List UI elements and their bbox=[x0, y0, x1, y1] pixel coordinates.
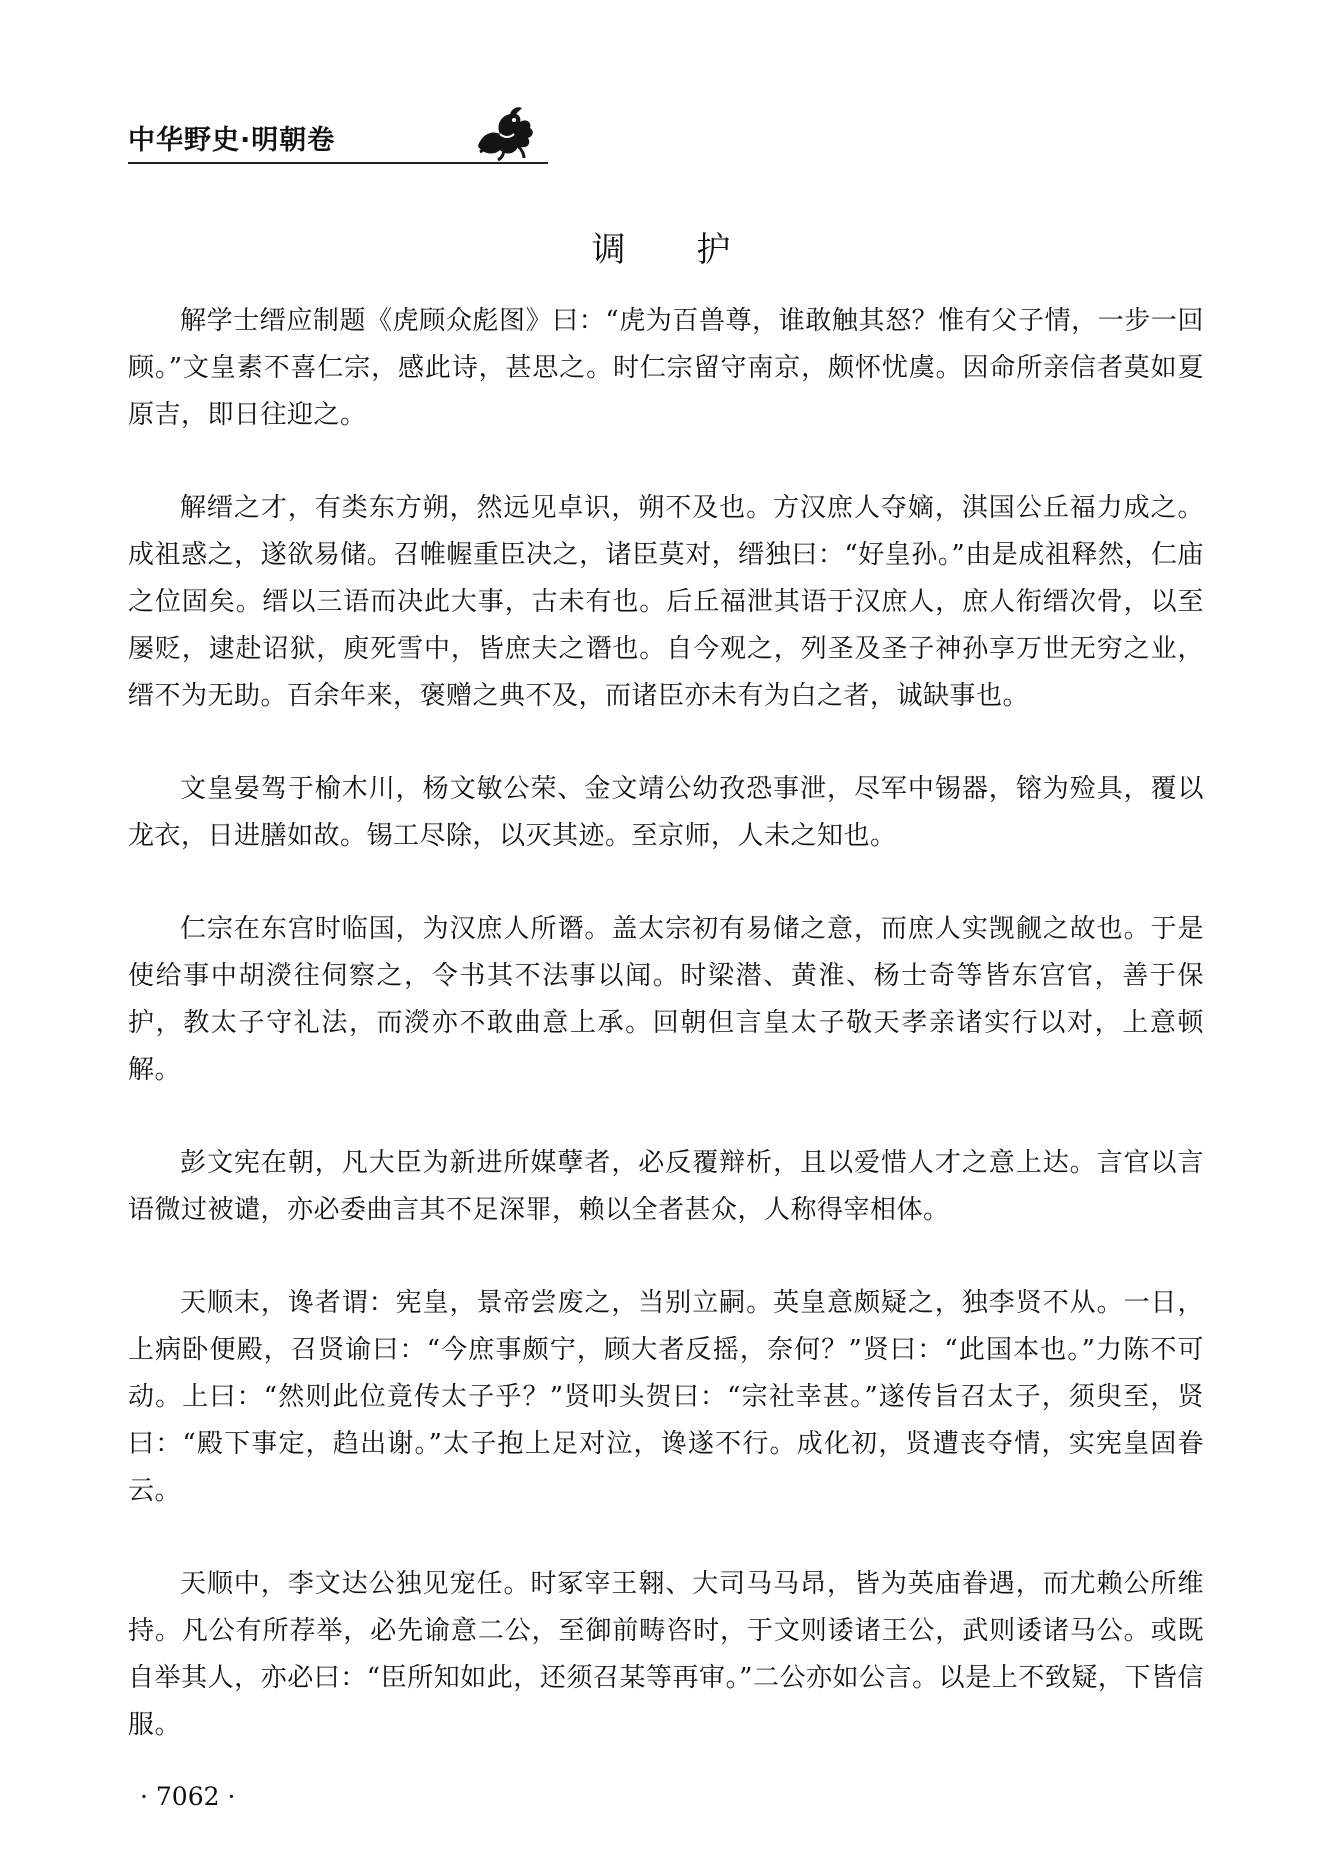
body-text bbox=[128, 298, 1204, 1795]
paragraph-6: 天顺末，谗者谓：宪皇，景帝尝废之，当别立嗣。英皇意颇疑之，独李贤不从。一日，上病卧便殿，召贤谕曰：“今庶事颇宁，顾大者反摇，奈何？”贤曰：“此国本也。”力陈不可动。上曰：“然则此位竟传太子乎？”贤叩头贺曰：“宗社幸甚。”遂传旨召太子，须臾至，贤曰：“殿下事定，趋出谢。”太子抱上足对泣，谗遂不行。成化初，贤遭丧夺情，实宪皇固眷云。 bbox=[128, 1288, 1204, 1506]
paragraph-5: 彭文宪在朝，凡大臣为新进所媒孽者，必反覆辩析，且以爱惜人才之意上达。言官以言语微过被谴，亦必委曲言其不足深罪，赖以全者甚众，人称得宰相体。 bbox=[128, 1148, 1204, 1225]
paragraph-1: 解学士缙应制题《虎顾众彪图》曰：“虎为百兽尊，谁敢触其怒？惟有父子情，一步一回顾。”文皇素不喜仁宗，感此诗，甚思之。时仁宗留守南京，颇怀忧虞。因命所亲信者莫如夏原吉，即日往迎之。 bbox=[128, 306, 1204, 430]
dragon-emblem-icon bbox=[470, 100, 540, 162]
running-title: 中华野史·明朝卷 bbox=[128, 125, 336, 156]
paragraph-3: 文皇晏驾于榆木川，杨文敏公荣、金文靖公幼孜恐事泄，尽军中锡器，镕为殓具，覆以龙衣，日进膳如故。锡工尽除，以灭其迹。至京师，人未之知也。 bbox=[128, 774, 1204, 851]
paragraph-7: 天顺中，李文达公独见宠任。时冢宰王翱、大司马马昂，皆为英庙眷遇，而尤赖公所维持。凡公有所荐举，必先谕意二公，至御前畴咨时，于文则诿诸王公，武则诿诸马公。或既自举其人，亦必曰：“臣所知如此，还须召某等再审。”二公亦如公言。以是上不致疑，下皆信服。 bbox=[128, 1569, 1204, 1740]
page-number: · 7062 · bbox=[140, 1782, 236, 1811]
paragraph-2: 解缙之才，有类东方朔，然远见卓识，朔不及也。方汉庶人夺嫡，淇国公丘福力成之。成祖惑之，遂欲易储。召帷幄重臣决之，诸臣莫对，缙独曰：“好皇孙。”由是成祖释然，仁庙之位固矣。缙以三语而决此大事，古未有也。后丘福泄其语于汉庶人，庶人衔缙次骨，以至屡贬，逮赴诏狱，庾死雪中，皆庶夫之谮也。自今观之，列圣及圣子神孙享万世无穷之业，缙不为无助。百余年来，褒赠之典不及，而诸臣亦未有为白之者，诚缺事也。 bbox=[128, 493, 1204, 711]
header-rule bbox=[128, 162, 548, 164]
running-header bbox=[128, 100, 548, 170]
section-title: 调 护 bbox=[591, 230, 761, 270]
paragraph-4: 仁宗在东宫时临国，为汉庶人所谮。盖太宗初有易储之意，而庶人实觊觎之故也。于是使给事中胡濙往伺察之，令书其不法事以闻。时梁潜、黄淮、杨士奇等皆东宫官，善于保护，教太子守礼法，而濙亦不敢曲意上承。回朝但言皇太子敬天孝亲诸实行以对，上意顿解。 bbox=[128, 914, 1204, 1085]
